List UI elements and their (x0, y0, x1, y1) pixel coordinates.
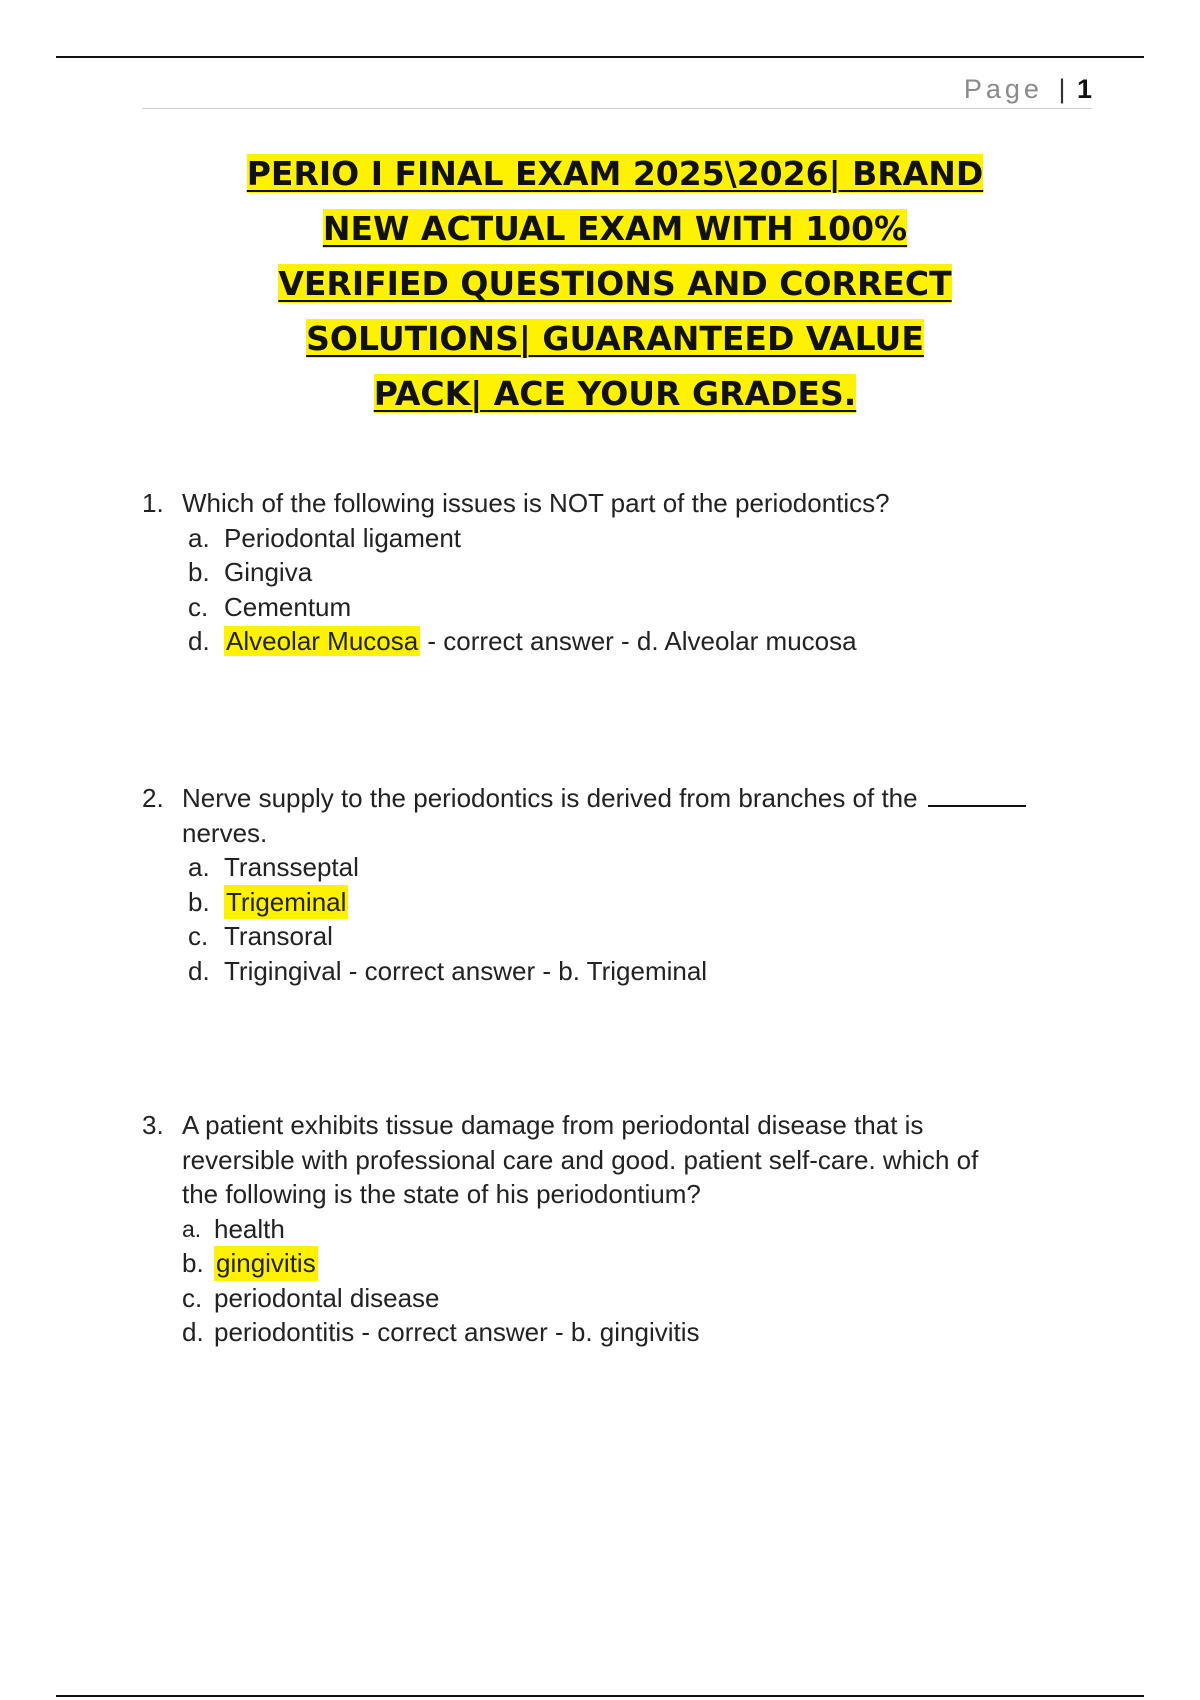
page-header (142, 74, 1092, 109)
question-number: 3. (142, 1110, 164, 1140)
option-a (142, 521, 1092, 556)
question-text: Nerve supply to the periodontics is derived from branches of the (182, 783, 918, 813)
option-label: a. (188, 522, 210, 553)
title-line (150, 366, 1080, 421)
title-line (150, 311, 1080, 366)
option-text: periodontitis - correct answer - b. gingivitis (214, 1317, 700, 1347)
answer-key-text: - correct answer - d. Alveolar mucosa (420, 626, 857, 656)
option-text: periodontal disease (214, 1282, 440, 1313)
option-label: b. (188, 886, 210, 917)
option-text: Trigingival - correct answer - b. Trigeminal (224, 955, 708, 986)
option-b (142, 1246, 1092, 1281)
question-2 (142, 781, 1092, 988)
question-3 (142, 1108, 1092, 1350)
page-number: 1 (1076, 74, 1092, 104)
option-label: c. (188, 921, 209, 951)
option-label: d. (188, 955, 210, 986)
question-1 (142, 486, 1092, 659)
bottom-rule (56, 1695, 1144, 1697)
title-line (150, 256, 1080, 311)
document-title (150, 146, 1080, 421)
question-text-continued: nerves. (182, 817, 268, 848)
title-line-text: SOLUTIONS| GUARANTEED VALUE (306, 319, 924, 358)
option-a (142, 850, 1092, 885)
title-line (150, 146, 1080, 201)
option-a (142, 1212, 1092, 1247)
option-d (142, 1315, 1092, 1350)
top-rule (56, 56, 1144, 58)
question-text: A patient exhibits tissue damage from periodontal disease that is reversible with professional care and good. patient self-care. which of the following is the state of his periodontium? (182, 1110, 979, 1209)
option-label: c. (188, 591, 209, 622)
title-line-text: PERIO I FINAL EXAM 2025\2026| BRAND (246, 154, 984, 193)
option-c (142, 590, 1092, 625)
option-text: Transoral (224, 921, 333, 951)
title-line-text: VERIFIED QUESTIONS AND CORRECT (278, 264, 952, 303)
option-label: a. (182, 1215, 202, 1242)
option-text: health (214, 1213, 285, 1244)
option-b (142, 885, 1092, 920)
question-text: Which of the following issues is NOT part of the periodontics? (182, 488, 890, 518)
question-number: 1. (142, 488, 164, 518)
option-text: Cementum (224, 591, 352, 622)
title-line-text: NEW ACTUAL EXAM WITH 100% (322, 209, 908, 248)
title-line-text: PACK| ACE YOUR GRADES. (373, 374, 857, 413)
question-number: 2. (142, 783, 164, 813)
highlighted-answer: Alveolar Mucosa (226, 626, 419, 656)
option-label: b. (188, 557, 210, 587)
option-text: Gingiva (224, 557, 313, 587)
option-c (142, 1281, 1092, 1316)
highlighted-answer: gingivitis (214, 1246, 318, 1281)
option-d (142, 954, 1092, 989)
option-text: Transseptal (224, 852, 359, 882)
highlighted-answer: Trigeminal (224, 885, 348, 920)
option-label: b. (182, 1248, 204, 1278)
option-label: d. (182, 1317, 204, 1347)
option-label: d. (188, 626, 210, 656)
option-text: Periodontal ligament (224, 522, 462, 553)
option-label: c. (182, 1282, 203, 1313)
page-word: Page (963, 74, 1043, 104)
option-d (142, 624, 1092, 659)
option-b (142, 555, 1092, 590)
fill-in-blank (928, 781, 1026, 807)
option-c (142, 919, 1092, 954)
title-line (150, 201, 1080, 256)
option-label: a. (188, 852, 210, 882)
page-separator: | (1058, 74, 1066, 104)
